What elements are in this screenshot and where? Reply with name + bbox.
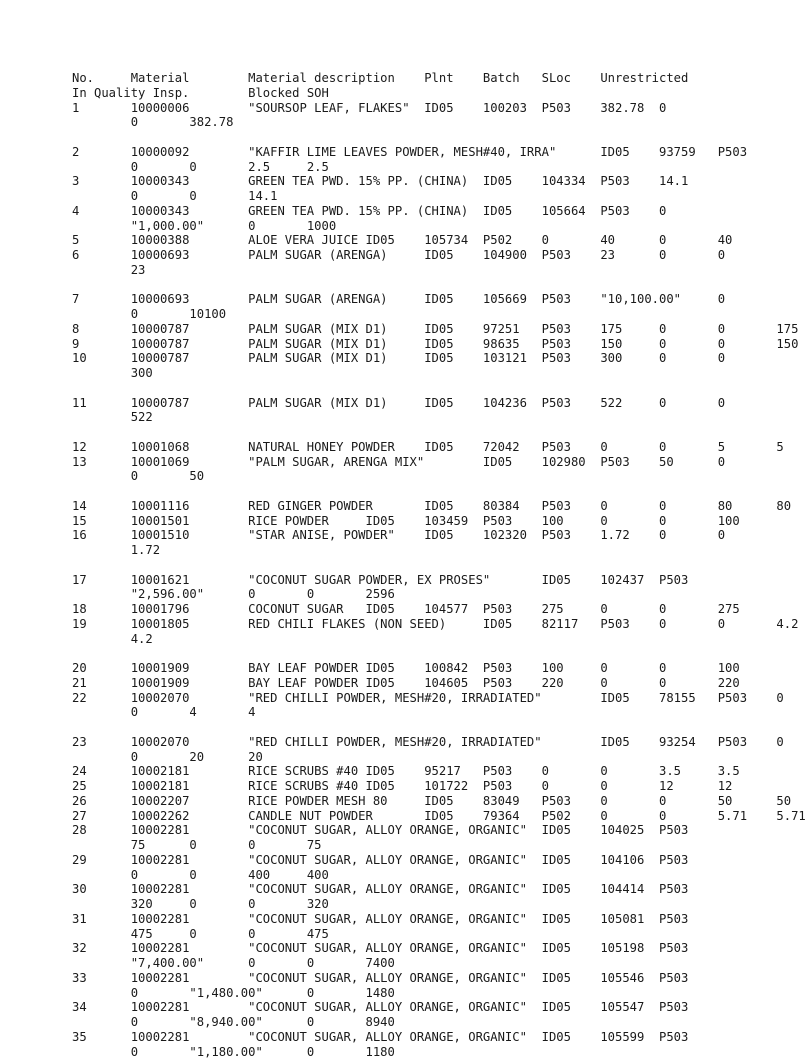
report-line: 475 0 0 475 bbox=[72, 927, 762, 942]
report-line: 0 4 4 bbox=[72, 705, 762, 720]
report-line: 30 10002281 "COCONUT SUGAR, ALLOY ORANGE, ORGANIC" ID05 104414 P503 bbox=[72, 882, 762, 897]
report-line: 0 50 bbox=[72, 469, 762, 484]
report-line bbox=[72, 646, 762, 661]
report-line: 0 0 14.1 bbox=[72, 189, 762, 204]
report-line: 10 10000787 PALM SUGAR (MIX D1) ID05 103121 P503 300 0 0 bbox=[72, 351, 762, 366]
report-line: 0 "1,180.00" 0 1180 bbox=[72, 1045, 762, 1059]
report-line: 27 10002262 CANDLE NUT POWDER ID05 79364 P502 0 0 5.71 5.71 bbox=[72, 809, 762, 824]
report-line: 12 10001068 NATURAL HONEY POWDER ID05 72042 P503 0 0 5 5 bbox=[72, 440, 762, 455]
report-line: 18 10001796 COCONUT SUGAR ID05 104577 P503 275 0 0 275 bbox=[72, 602, 762, 617]
report-line: 0 382.78 bbox=[72, 115, 762, 130]
report-line: 24 10002181 RICE SCRUBS #40 ID05 95217 P503 0 0 3.5 3.5 bbox=[72, 764, 762, 779]
report-line: 20 10001909 BAY LEAF POWDER ID05 100842 P503 100 0 0 100 bbox=[72, 661, 762, 676]
report-line: 15 10001501 RICE POWDER ID05 103459 P503 100 0 0 100 bbox=[72, 514, 762, 529]
report-line: 11 10000787 PALM SUGAR (MIX D1) ID05 104236 P503 522 0 0 bbox=[72, 396, 762, 411]
report-line: "1,000.00" 0 1000 bbox=[72, 219, 762, 234]
report-line: 8 10000787 PALM SUGAR (MIX D1) ID05 97251 P503 175 0 0 175 bbox=[72, 322, 762, 337]
document-page bbox=[72, 71, 762, 1059]
report-line: 1.72 bbox=[72, 543, 762, 558]
report-line: 13 10001069 "PALM SUGAR, ARENGA MIX" ID05 102980 P503 50 0 bbox=[72, 455, 762, 470]
report-line: 23 bbox=[72, 263, 762, 278]
report-line: 9 10000787 PALM SUGAR (MIX D1) ID05 98635 P503 150 0 0 150 bbox=[72, 337, 762, 352]
report-line: 320 0 0 320 bbox=[72, 897, 762, 912]
report-line: 4 10000343 GREEN TEA PWD. 15% PP. (CHINA) ID05 105664 P503 0 bbox=[72, 204, 762, 219]
report-line: 14 10001116 RED GINGER POWDER ID05 80384 P503 0 0 80 80 bbox=[72, 499, 762, 514]
report-line: 7 10000693 PALM SUGAR (ARENGA) ID05 105669 P503 "10,100.00" 0 bbox=[72, 292, 762, 307]
report-line: 22 10002070 "RED CHILLI POWDER, MESH#20, IRRADIATED" ID05 78155 P503 0 bbox=[72, 691, 762, 706]
report-line: 0 10100 bbox=[72, 307, 762, 322]
report-line bbox=[72, 130, 762, 145]
report-line: 0 "8,940.00" 0 8940 bbox=[72, 1015, 762, 1030]
report-line: 6 10000693 PALM SUGAR (ARENGA) ID05 104900 P503 23 0 0 bbox=[72, 248, 762, 263]
report-line: 28 10002281 "COCONUT SUGAR, ALLOY ORANGE, ORGANIC" ID05 104025 P503 bbox=[72, 823, 762, 838]
report-line: 0 20 20 bbox=[72, 750, 762, 765]
report-line: 32 10002281 "COCONUT SUGAR, ALLOY ORANGE, ORGANIC" ID05 105198 P503 bbox=[72, 941, 762, 956]
report-line bbox=[72, 381, 762, 396]
report-line: In Quality Insp. Blocked SOH bbox=[72, 86, 762, 101]
report-line: 16 10001510 "STAR ANISE, POWDER" ID05 102320 P503 1.72 0 0 bbox=[72, 528, 762, 543]
report-line: No. Material Material description Plnt Batch SLoc Unrestricted bbox=[72, 71, 762, 86]
report-line: 522 bbox=[72, 410, 762, 425]
report-line: "7,400.00" 0 0 7400 bbox=[72, 956, 762, 971]
report-line: 35 10002281 "COCONUT SUGAR, ALLOY ORANGE, ORGANIC" ID05 105599 P503 bbox=[72, 1030, 762, 1045]
report-line: 21 10001909 BAY LEAF POWDER ID05 104605 P503 220 0 0 220 bbox=[72, 676, 762, 691]
report-line: 29 10002281 "COCONUT SUGAR, ALLOY ORANGE, ORGANIC" ID05 104106 P503 bbox=[72, 853, 762, 868]
report-line bbox=[72, 425, 762, 440]
report-line: "2,596.00" 0 0 2596 bbox=[72, 587, 762, 602]
report-line: 5 10000388 ALOE VERA JUICE ID05 105734 P502 0 40 0 40 bbox=[72, 233, 762, 248]
report-line: 1 10000006 "SOURSOP LEAF, FLAKES" ID05 100203 P503 382.78 0 bbox=[72, 101, 762, 116]
report-line bbox=[72, 720, 762, 735]
report-line: 31 10002281 "COCONUT SUGAR, ALLOY ORANGE, ORGANIC" ID05 105081 P503 bbox=[72, 912, 762, 927]
report-line bbox=[72, 484, 762, 499]
report-line: 2 10000092 "KAFFIR LIME LEAVES POWDER, MESH#40, IRRA" ID05 93759 P503 bbox=[72, 145, 762, 160]
report-line: 300 bbox=[72, 366, 762, 381]
report-line: 0 0 2.5 2.5 bbox=[72, 160, 762, 175]
report-line: 34 10002281 "COCONUT SUGAR, ALLOY ORANGE, ORGANIC" ID05 105547 P503 bbox=[72, 1000, 762, 1015]
report-line bbox=[72, 558, 762, 573]
report-line: 0 0 400 400 bbox=[72, 868, 762, 883]
report-line bbox=[72, 278, 762, 293]
report-line: 17 10001621 "COCONUT SUGAR POWDER, EX PROSES" ID05 102437 P503 bbox=[72, 573, 762, 588]
report-line: 33 10002281 "COCONUT SUGAR, ALLOY ORANGE, ORGANIC" ID05 105546 P503 bbox=[72, 971, 762, 986]
stock-report-text bbox=[72, 71, 762, 1059]
report-line: 19 10001805 RED CHILI FLAKES (NON SEED) ID05 82117 P503 0 0 4.2 bbox=[72, 617, 762, 632]
report-line: 4.2 bbox=[72, 632, 762, 647]
report-line: 75 0 0 75 bbox=[72, 838, 762, 853]
report-line: 25 10002181 RICE SCRUBS #40 ID05 101722 P503 0 0 12 12 bbox=[72, 779, 762, 794]
report-line: 23 10002070 "RED CHILLI POWDER, MESH#20, IRRADIATED" ID05 93254 P503 0 bbox=[72, 735, 762, 750]
report-line: 3 10000343 GREEN TEA PWD. 15% PP. (CHINA) ID05 104334 P503 14.1 bbox=[72, 174, 762, 189]
report-line: 0 "1,480.00" 0 1480 bbox=[72, 986, 762, 1001]
report-line: 26 10002207 RICE POWDER MESH 80 ID05 83049 P503 0 0 50 50 bbox=[72, 794, 762, 809]
